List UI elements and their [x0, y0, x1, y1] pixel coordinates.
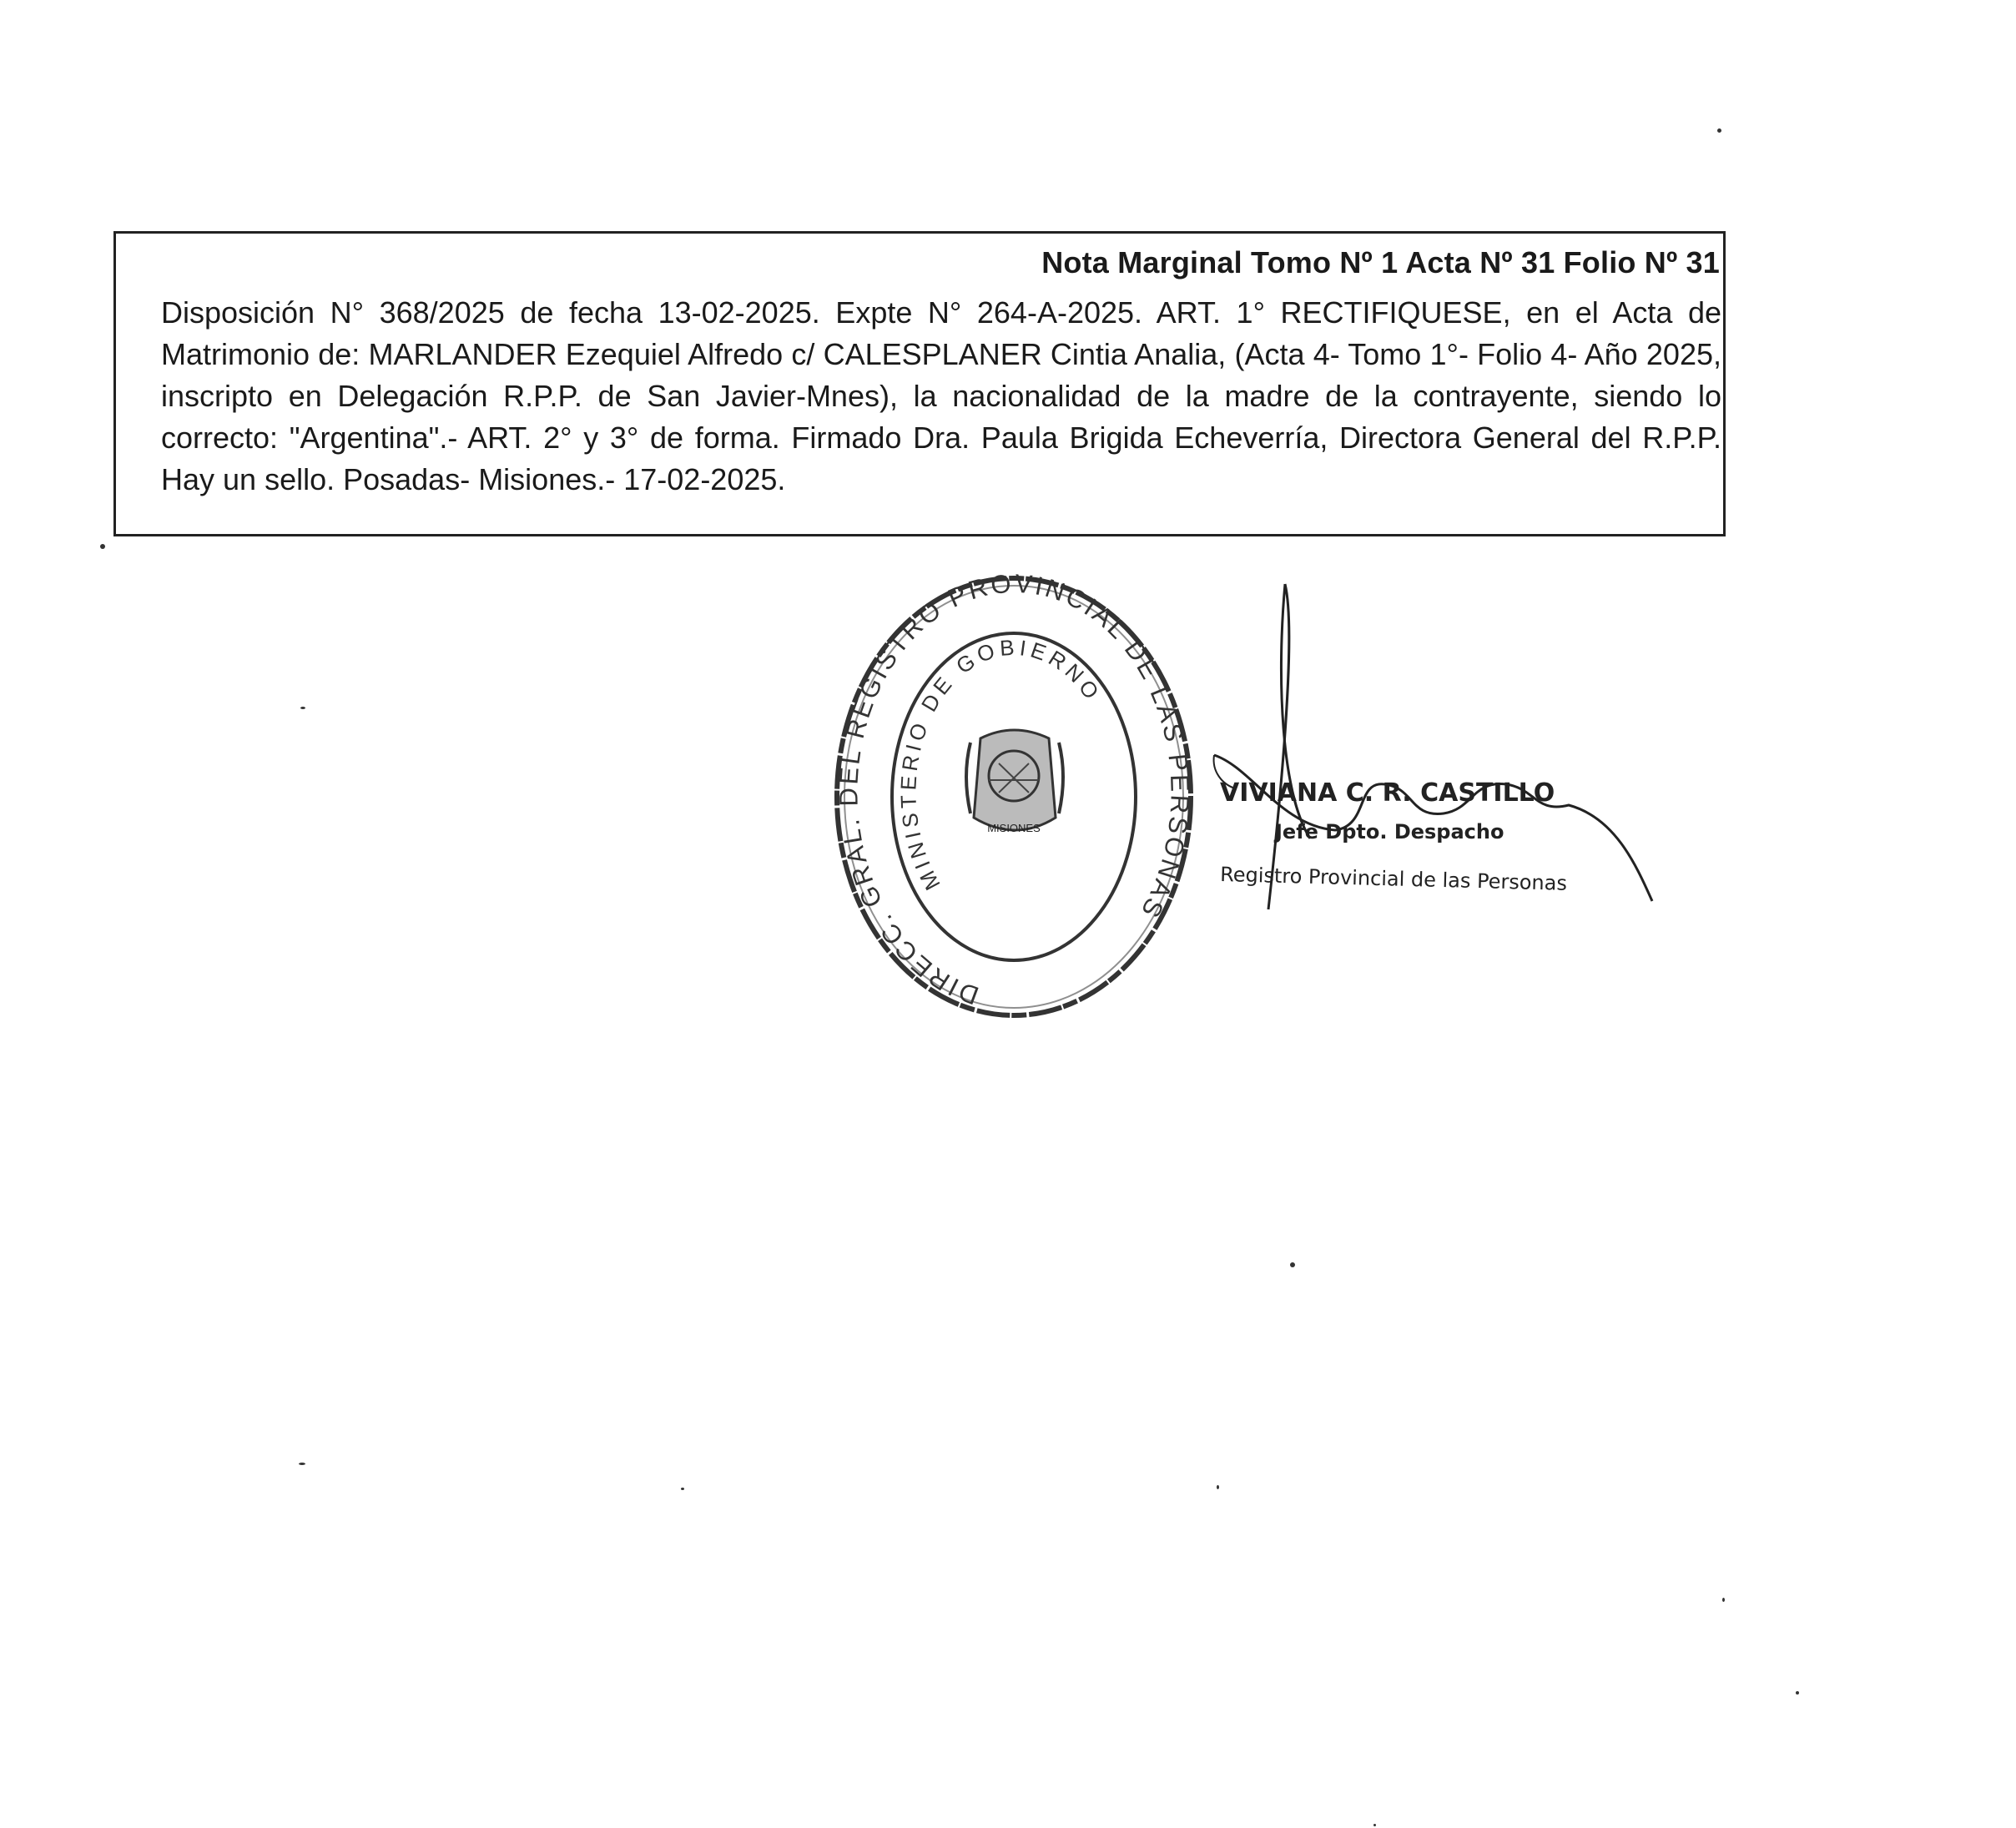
stamp-center-text: MISIONES — [987, 822, 1041, 834]
scan-speck — [100, 544, 105, 549]
stamp-coat-of-arms-icon — [966, 730, 1063, 834]
marginal-note-heading: Nota Marginal Tomo Nº 1 Acta Nº 31 Folio Nº 31 — [1041, 245, 1720, 279]
signature-block — [1202, 576, 1669, 934]
signatory-title: Jefe Dpto. Despacho — [1275, 820, 1504, 843]
official-stamp — [822, 572, 1206, 1022]
scan-speck — [1373, 1824, 1376, 1826]
marginal-note-box — [113, 231, 1726, 536]
scan-speck — [299, 1463, 305, 1465]
scan-speck — [1290, 1262, 1295, 1267]
stamp-outer-ring-text: DIRECC. GRAL. DEL REGISTRO PROVINCIAL DE LAS PERSONAS — [834, 572, 1195, 1011]
signatory-office: Registro Provincial de las Personas — [1219, 863, 1568, 895]
marginal-note-body: Disposición N° 368/2025 de fecha 13-02-2025. Expte N° 264-A-2025. ART. 1° RECTIFIQUESE, en el Acta de Matrimonio de: MARLANDER Ezequiel Alfredo c/ CALESPLANER Cintia Analia, (Acta 4- Tomo 1°- Folio 4- Año 2025, inscripto en Delegación R.P.P. de San Javier-Mnes), la nacionalidad de la madre de la contrayente, siendo lo correcto: "Argentina".- ART. 2° y 3° de forma. Firmado Dra. Paula Brigida Echeverría, Directora General del R.P.P. Hay un sello. Posadas- Misiones.- 17-02-2025. — [161, 295, 1721, 496]
scan-speck — [300, 707, 305, 709]
scan-speck — [1217, 1485, 1219, 1489]
scan-speck — [1796, 1691, 1799, 1695]
scan-speck — [1717, 128, 1721, 133]
signatory-name: VIVIANA C. R. CASTILLO — [1220, 778, 1555, 808]
stamp-inner-ring-text: MINISTERIO DE GOBIERNO — [895, 634, 1106, 895]
scan-speck — [1722, 1598, 1725, 1602]
scan-speck — [681, 1488, 684, 1490]
